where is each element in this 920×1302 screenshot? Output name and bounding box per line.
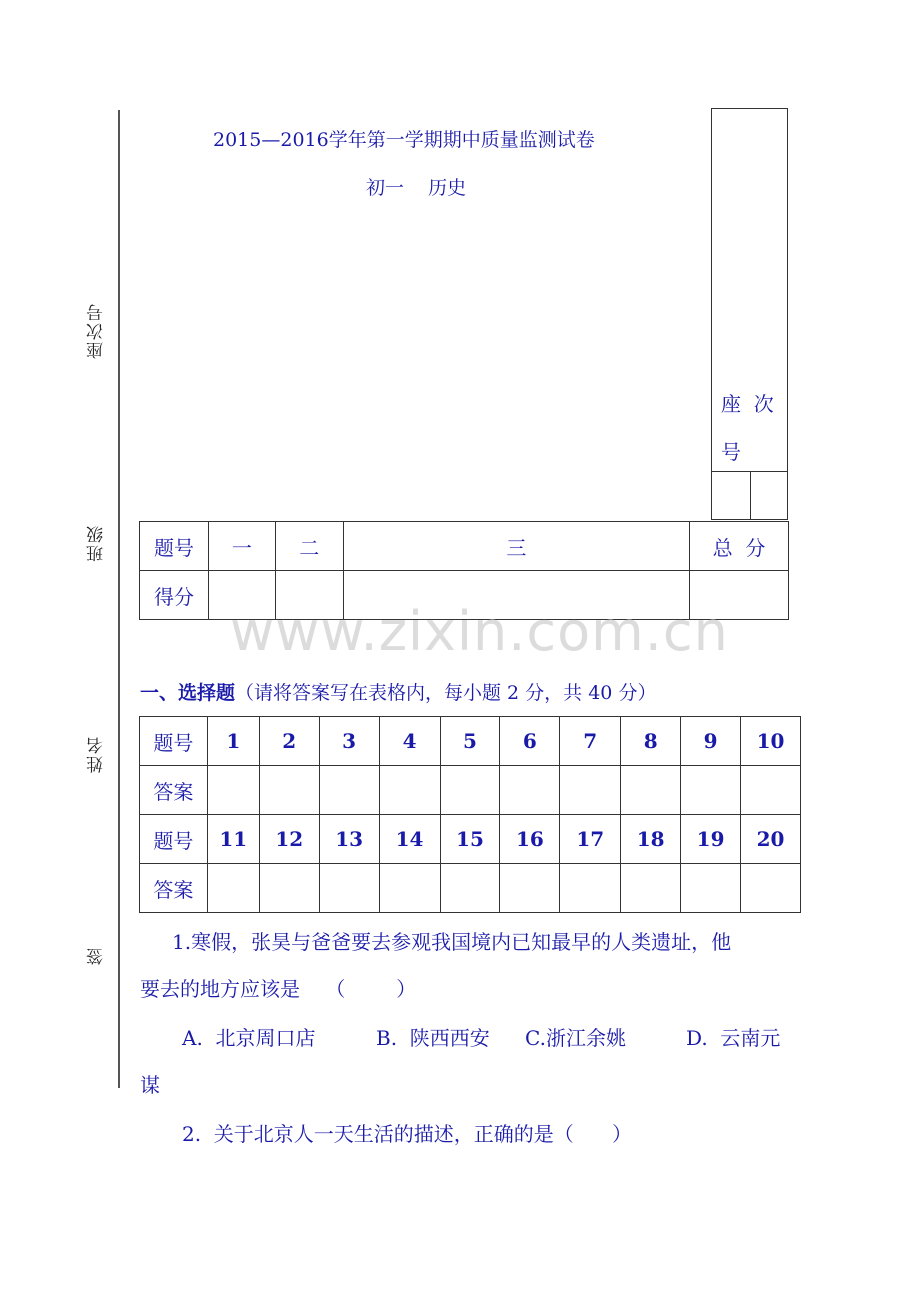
question-number: 19	[681, 815, 741, 864]
question-number: 17	[560, 815, 621, 864]
section-title: 一、选择题	[140, 682, 236, 704]
class-label: 班级	[87, 524, 107, 562]
question-2-text: 2. 关于北京人一天生活的描述，正确的是（ ）	[182, 1122, 632, 1146]
page-subtitle: 初一 历史	[366, 177, 467, 199]
answer-cell[interactable]	[500, 766, 560, 815]
question-number: 5	[440, 717, 500, 766]
question-1-option-d-wrap: 谋	[140, 1073, 160, 1097]
answer-cell[interactable]	[379, 864, 440, 913]
answer-row-label: 题号	[140, 717, 208, 766]
score-header-cell: 二	[275, 522, 343, 571]
answer-cell[interactable]	[440, 766, 500, 815]
answer-cell[interactable]	[259, 864, 319, 913]
answer-cell[interactable]	[319, 766, 379, 815]
answer-cell[interactable]	[500, 864, 560, 913]
seat-box-label-line1: 座 次	[721, 392, 774, 416]
question-number: 14	[379, 815, 440, 864]
answer-cell[interactable]	[621, 766, 681, 815]
answer-table	[139, 716, 801, 913]
answer-cell[interactable]	[207, 864, 259, 913]
answer-cell[interactable]	[207, 766, 259, 815]
name-label: 姓名	[87, 735, 107, 773]
page-title: 2015—2016学年第一学期期中质量监测试卷	[213, 129, 595, 151]
score-header-cell: 题号	[140, 522, 209, 571]
question-number: 2	[259, 717, 319, 766]
question-number: 15	[440, 815, 500, 864]
question-number: 7	[560, 717, 621, 766]
seat-box-label-line2: 号	[721, 440, 741, 464]
answer-row-label: 题号	[140, 815, 208, 864]
seat-number-label: 座次号	[87, 302, 107, 359]
score-header-cell: 一	[208, 522, 275, 571]
answer-cell[interactable]	[741, 864, 801, 913]
question-number: 10	[741, 717, 801, 766]
answer-cell[interactable]	[560, 864, 621, 913]
question-number: 1	[207, 717, 259, 766]
question-number: 12	[259, 815, 319, 864]
answer-cell[interactable]	[379, 766, 440, 815]
answer-cell[interactable]	[621, 864, 681, 913]
question-number: 20	[741, 815, 801, 864]
question-number: 8	[621, 717, 681, 766]
score-row-label: 得分	[140, 571, 209, 620]
answer-row-label: 答案	[140, 766, 208, 815]
question-number: 11	[207, 815, 259, 864]
question-1-text-cont: 要去的地方应该是 （ ）	[140, 977, 417, 1001]
question-number: 6	[500, 717, 560, 766]
question-number: 18	[621, 815, 681, 864]
answer-cell[interactable]	[319, 864, 379, 913]
question-1-option-b: B. 陕西西安	[376, 1026, 490, 1050]
question-number: 4	[379, 717, 440, 766]
seat-number-cell[interactable]	[711, 471, 751, 520]
section-note: （请将答案写在表格内，每小题 2 分，共 40 分）	[235, 682, 657, 704]
watermark: www.zixin.com.cn	[230, 600, 729, 663]
question-1-option-d: D. 云南元	[686, 1026, 781, 1050]
question-number: 13	[319, 815, 379, 864]
answer-cell[interactable]	[259, 766, 319, 815]
answer-cell[interactable]	[681, 766, 741, 815]
binding-line	[118, 110, 120, 1088]
question-1-text: 1.寒假，张昊与爸爸要去参观我国境内已知最早的人类遗址，他	[172, 930, 732, 954]
answer-row-label: 答案	[140, 864, 208, 913]
answer-cell[interactable]	[741, 766, 801, 815]
sign-label: 签	[87, 946, 107, 965]
answer-cell[interactable]	[560, 766, 621, 815]
question-number: 9	[681, 717, 741, 766]
question-number: 16	[500, 815, 560, 864]
score-header-cell: 三	[343, 522, 689, 571]
question-1-option-c: C.浙江余姚	[525, 1026, 626, 1050]
score-header-cell: 总 分	[690, 522, 789, 571]
question-1-option-a: A. 北京周口店	[182, 1026, 316, 1050]
question-number: 3	[319, 717, 379, 766]
answer-cell[interactable]	[681, 864, 741, 913]
answer-cell[interactable]	[440, 864, 500, 913]
section-heading	[140, 678, 656, 705]
seat-number-cell[interactable]	[750, 471, 788, 520]
